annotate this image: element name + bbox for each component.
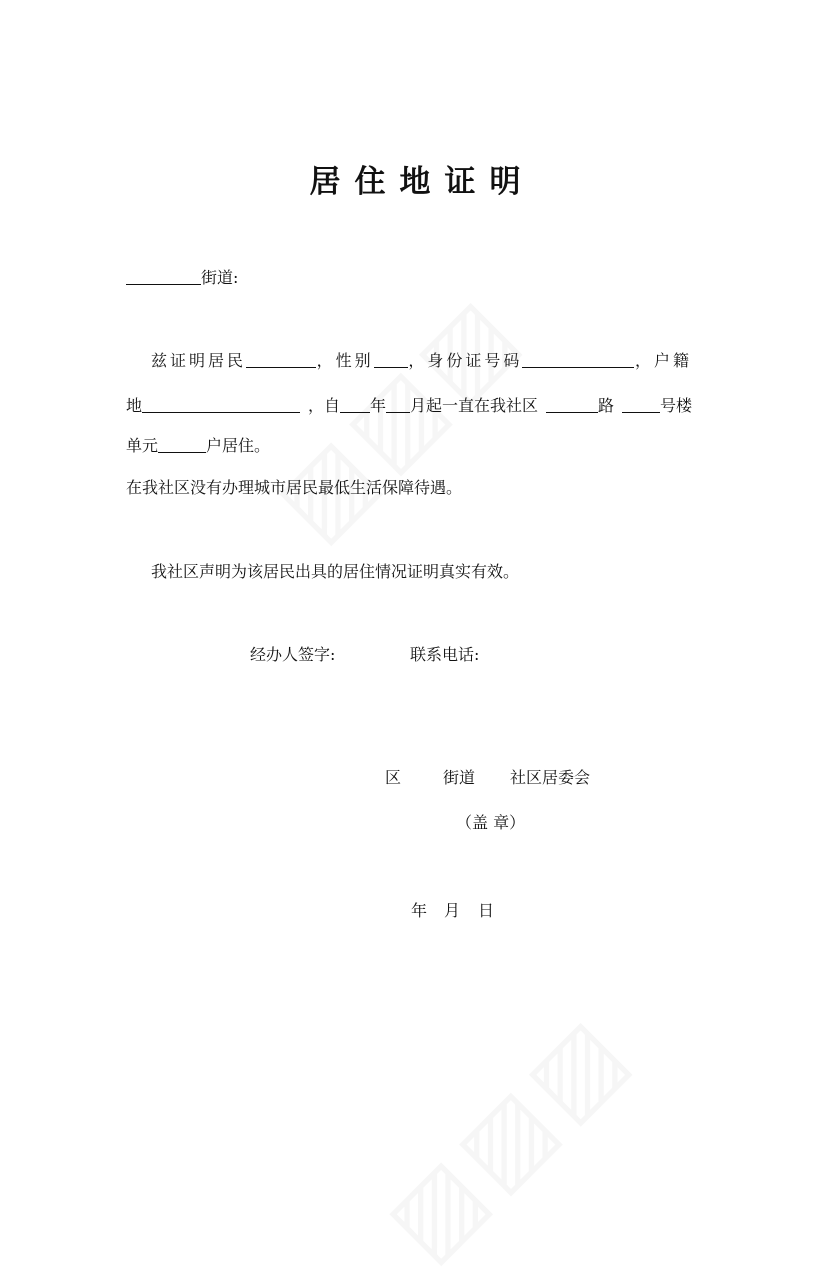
- road-label: 路: [598, 396, 615, 415]
- date-month: 月: [444, 901, 461, 920]
- document-title: 居住地证明: [309, 164, 535, 200]
- addressee-suffix: 街道:: [201, 268, 239, 287]
- date-day: 日: [478, 901, 495, 920]
- since-label: ，自: [307, 396, 340, 415]
- building-label: 号楼: [659, 396, 692, 415]
- gender-blank[interactable]: [374, 349, 408, 368]
- household-place-label: 地: [126, 396, 143, 415]
- addressee-line: [126, 266, 238, 290]
- issuer-committee: 社区居委会: [510, 768, 591, 787]
- household-label: ，户籍: [634, 351, 692, 370]
- year-label: 年: [370, 396, 387, 415]
- paragraph2: 在我社区没有办理城市居民最低生活保障待遇。: [126, 478, 463, 497]
- road-blank[interactable]: [546, 394, 598, 413]
- date-year: 年: [411, 901, 428, 920]
- contact-phone-label: 联系电话:: [410, 645, 480, 664]
- street-blank[interactable]: [126, 266, 201, 285]
- unit-blank[interactable]: [158, 434, 206, 453]
- seal-label: （盖 章）: [456, 813, 526, 832]
- building-group: [622, 394, 692, 418]
- issuer-street: 街道: [443, 768, 476, 787]
- month-label: 月起一直在我社区: [410, 396, 539, 415]
- issuer-district: 区: [385, 768, 402, 787]
- paragraph3: 我社区声明为该居民出具的居住情况证明真实有效。: [151, 562, 520, 581]
- id-number-blank[interactable]: [522, 349, 634, 368]
- id-number-label: ，身份证号码: [408, 351, 523, 370]
- resident-label: 兹证明居民: [151, 351, 247, 370]
- unit-label: 单元: [126, 436, 159, 455]
- road-group: [546, 394, 614, 418]
- household-place-blank[interactable]: [142, 394, 300, 413]
- room-label: 户居住。: [206, 436, 271, 455]
- building-blank[interactable]: [622, 394, 660, 413]
- year-blank[interactable]: [340, 394, 370, 413]
- resident-label-group: [126, 349, 316, 373]
- paragraph1-line1: [126, 349, 692, 373]
- paragraph1-line3: [126, 434, 270, 458]
- watermark: [364, 992, 653, 1280]
- handler-signature-label: 经办人签字:: [250, 645, 336, 664]
- since-group: [308, 394, 538, 418]
- household-place-group: [126, 394, 300, 418]
- gender-label: ，性别: [316, 351, 374, 370]
- month-blank[interactable]: [386, 394, 410, 413]
- id-group: [408, 349, 634, 373]
- resident-name-blank[interactable]: [246, 349, 316, 368]
- gender-group: [317, 349, 408, 373]
- paragraph1-line2: [126, 394, 692, 418]
